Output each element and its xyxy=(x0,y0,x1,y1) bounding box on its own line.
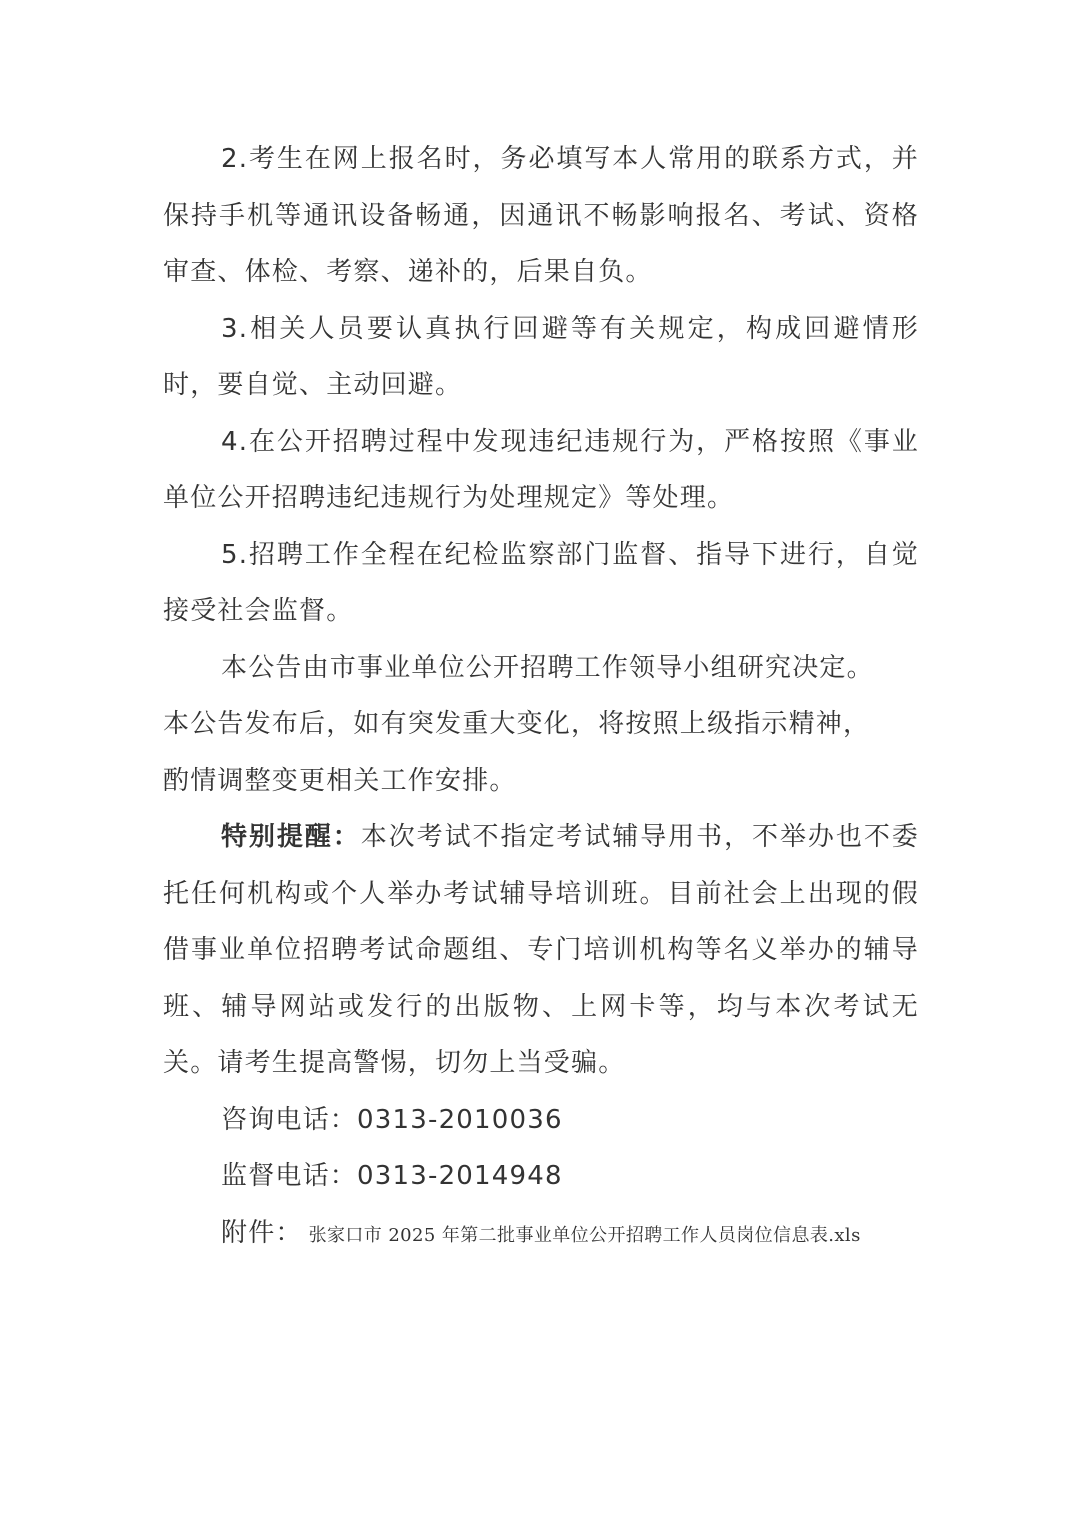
attachment-file-link[interactable]: 张家口市 2025 年第二批事业单位公开招聘工作人员岗位信息表.xls xyxy=(308,1224,861,1246)
paragraph-item-4: 4.在公开招聘过程中发现违纪违规行为，严格按照《事业单位公开招聘违纪违规行为处理规定》等处理。 xyxy=(163,426,919,513)
notice-paragraph xyxy=(163,640,919,810)
supervise-phone-number: 0313-2014948 xyxy=(357,1161,563,1191)
attachment-label: 附件： xyxy=(221,1217,303,1248)
paragraph-item-3: 3.相关人员要认真执行回避等有关规定，构成回避情形时，要自觉、主动回避。 xyxy=(163,313,919,400)
paragraph-item-5: 5.招聘工作全程在纪检监察部门监督、指导下进行，自觉接受社会监督。 xyxy=(163,539,919,626)
attachment-line xyxy=(163,1205,919,1265)
document-body xyxy=(163,131,919,1264)
supervise-phone-label: 监督电话： xyxy=(221,1161,358,1191)
consult-phone-line xyxy=(163,1092,919,1149)
special-reminder-text: 本次考试不指定考试辅导用书，不举办也不委托任何机构或个人举办考试辅导培训班。目前社会上出现的假借事业单位招聘考试命题组、专门培训机构等名义举办的辅导班、辅导网站或发行的出版物、上网卡等，均与本次考试无关。请考生提高警惕，切勿上当受骗。 xyxy=(163,822,919,1078)
consult-phone-number: 0313-2010036 xyxy=(357,1104,563,1135)
special-reminder-paragraph xyxy=(163,809,919,1092)
paragraph-item-2: 2.考生在网上报名时，务必填写本人常用的联系方式，并保持手机等通讯设备畅通，因通讯不畅影响报名、考试、资格审查、体检、考察、递补的，后果自负。 xyxy=(163,144,919,287)
consult-phone-label: 咨询电话： xyxy=(221,1104,358,1135)
supervise-phone-line xyxy=(163,1148,919,1205)
notice-line-2: 本公告发布后，如有突发重大变化，将按照上级指示精神， xyxy=(163,709,871,739)
notice-line-3: 酌情调整变更相关工作安排。 xyxy=(163,765,517,796)
notice-line-1: 本公告由市事业单位公开招聘工作领导小组研究决定。 xyxy=(221,652,874,683)
special-reminder-label: 特别提醒： xyxy=(221,822,361,852)
